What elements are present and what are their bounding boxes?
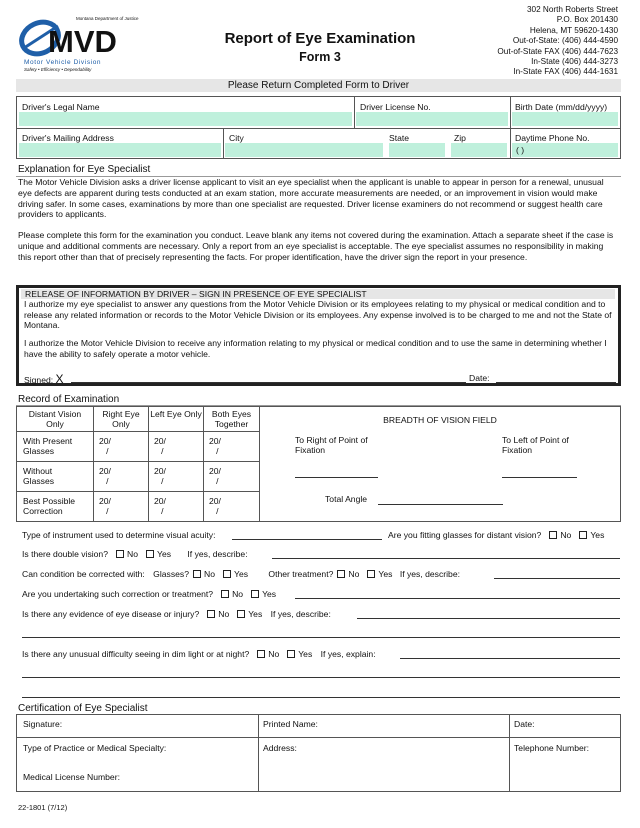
signed-label xyxy=(24,372,64,386)
explanation-para-2: Please complete this form for the examination you conduct. Leave blank any items not covered during the examination. Attach a separate sheet if the case is unique and additional comments are necessary. Only a report from an eye specialist is acceptable. The eye specialist assumes no responsibility in making this report other than that of precisely representing the facts. For proper identification, have the driver sign the report in your presence. xyxy=(18,230,614,262)
address-line: Helena, MT 59620-1430 xyxy=(529,25,618,35)
other-treatment-label: Other treatment? xyxy=(268,569,334,579)
col-header-distant: Distant Vision Only xyxy=(28,409,82,429)
signature-label: Signature: xyxy=(23,719,63,729)
right-of-point-label: To Right of Point of Fixation xyxy=(295,435,368,455)
col-divider xyxy=(510,97,511,159)
evidence-yes-checkbox[interactable] xyxy=(237,610,245,618)
row-divider xyxy=(17,461,259,462)
address-line: P.O. Box 201430 xyxy=(556,15,618,25)
fitting-question xyxy=(388,530,604,540)
no-label: No xyxy=(268,649,280,659)
dim-light-question xyxy=(22,649,376,659)
yes-label: Yes xyxy=(234,569,249,579)
record-heading: Record of Examination xyxy=(18,394,120,405)
acuity-slash: / xyxy=(106,476,109,486)
dim-light-explain-line[interactable] xyxy=(400,658,620,659)
no-label: No xyxy=(204,569,215,579)
row-divider xyxy=(17,737,620,738)
driver-signature-line[interactable] xyxy=(71,382,466,383)
acuity-slash: / xyxy=(106,506,109,516)
row-label-best-correction: Best Possible Correction xyxy=(23,496,76,516)
acuity-cell[interactable] xyxy=(99,436,111,456)
acuity-prefix: 20/ xyxy=(209,466,221,476)
double-vision-label: Is there double vision? xyxy=(22,549,108,559)
col-header-right-eye: Right Eye Only xyxy=(102,409,140,429)
phone-area-code: ( ) xyxy=(516,145,525,155)
printed-name-label: Printed Name: xyxy=(263,719,318,729)
instrument-label: Type of instrument used to determine visual acuity: xyxy=(22,530,216,540)
dim-light-extra-line[interactable] xyxy=(22,677,620,678)
yes-label: Yes xyxy=(157,549,172,559)
mailing-address-label: Driver's Mailing Address xyxy=(22,133,114,143)
license-no-label: Driver License No. xyxy=(360,102,431,112)
birth-date-label: Birth Date (mm/dd/yyyy) xyxy=(515,102,608,112)
acuity-cell[interactable] xyxy=(99,496,111,516)
return-instruction-bar: Please Return Completed Form to Driver xyxy=(16,79,621,92)
dim-light-no-checkbox[interactable] xyxy=(257,650,265,658)
signed-text: Signed: xyxy=(24,375,54,385)
explanation-para-1: The Motor Vehicle Division asks a driver license applicant to visit an eye specialist when the applicant is unable to appear in person for a renewal, unusual eye defects are apparent during tests conducted at an exam station, more accurate measurements are needed, or an improvement in vision would make driving safer. In some cases, examinations by more than one specialist are requested. Driver license examiners do not recommend or suggest health care providers to applicants. xyxy=(18,177,604,220)
correction-question xyxy=(22,569,460,579)
dim-light-label: Is there any unusual difficulty seeing in dim light or at night? xyxy=(22,649,250,659)
form-subtitle: Form 3 xyxy=(299,50,341,64)
no-label: No xyxy=(232,589,244,599)
yes-label: Yes xyxy=(248,609,263,619)
row-divider xyxy=(17,491,259,492)
acuity-cell[interactable] xyxy=(154,436,166,456)
col-divider xyxy=(148,407,149,521)
legal-name-field[interactable] xyxy=(19,112,352,126)
undertaking-yes-checkbox[interactable] xyxy=(251,590,259,598)
fitting-label: Are you fitting glasses for distant vision? xyxy=(388,530,542,540)
practice-type-label: Type of Practice or Medical Specialty: xyxy=(23,743,167,753)
correction-describe-line[interactable] xyxy=(494,578,620,579)
acuity-slash: / xyxy=(161,446,164,456)
treatment-yes-checkbox[interactable] xyxy=(367,570,375,578)
svg-text:Motor Vehicle Division: Motor Vehicle Division xyxy=(24,59,102,66)
legal-name-label: Driver's Legal Name xyxy=(22,102,100,112)
svg-text:MVD: MVD xyxy=(48,24,117,59)
svg-text:Safety • Efficiency • Dependab: Safety • Efficiency • Dependability xyxy=(24,67,92,72)
acuity-prefix: 20/ xyxy=(154,466,166,476)
glasses-label: Glasses? xyxy=(153,569,189,579)
address-line: Out-of-State: (406) 444-4590 xyxy=(512,36,618,46)
acuity-slash: / xyxy=(161,506,164,516)
acuity-slash: / xyxy=(216,446,219,456)
glasses-no-checkbox[interactable] xyxy=(193,570,201,578)
col-divider xyxy=(223,128,224,159)
total-angle-line[interactable] xyxy=(378,504,503,505)
explain-label: If yes, explain: xyxy=(320,649,376,659)
license-number-label: Medical License Number: xyxy=(23,772,120,782)
record-table xyxy=(16,406,621,522)
explanation-heading: Explanation for Eye Specialist xyxy=(18,164,151,175)
instrument-line[interactable] xyxy=(232,539,382,540)
acuity-prefix: 20/ xyxy=(154,496,166,506)
right-of-point-line[interactable] xyxy=(295,477,378,478)
treatment-no-checkbox[interactable] xyxy=(337,570,345,578)
x-mark: X xyxy=(55,372,64,386)
release-date-label: Date: xyxy=(469,373,490,383)
address-line: Out-of-State FAX (406) 444-7623 xyxy=(497,46,618,56)
acuity-prefix: 20/ xyxy=(99,436,111,446)
evidence-extra-line[interactable] xyxy=(22,637,620,638)
acuity-prefix: 20/ xyxy=(209,496,221,506)
evidence-label: Is there any evidence of eye disease or injury? xyxy=(22,609,200,619)
acuity-slash: / xyxy=(216,506,219,516)
double-vision-yes-checkbox[interactable] xyxy=(146,550,154,558)
corrected-label: Can condition be corrected with: xyxy=(22,569,145,579)
form-number: 22-1801 (7/12) xyxy=(18,803,68,812)
daytime-phone-field[interactable] xyxy=(512,143,618,157)
no-label: No xyxy=(348,569,360,579)
telephone-label: Telephone Number: xyxy=(514,743,590,753)
state-field[interactable] xyxy=(389,143,445,157)
license-no-field[interactable] xyxy=(356,112,508,126)
yes-label: Yes xyxy=(378,569,393,579)
acuity-prefix: 20/ xyxy=(209,436,221,446)
svg-text:Montana Department of Justice: Montana Department of Justice xyxy=(76,16,139,21)
dim-light-extra-line[interactable] xyxy=(22,697,620,698)
no-label: No xyxy=(560,530,572,540)
col-divider xyxy=(258,715,259,791)
col-header-left-eye: Left Eye Only xyxy=(150,409,202,419)
zip-label: Zip xyxy=(454,133,466,143)
acuity-cell[interactable] xyxy=(209,436,221,456)
mailing-address-field[interactable] xyxy=(19,143,221,157)
cert-address-label: Address: xyxy=(263,743,297,753)
glasses-yes-checkbox[interactable] xyxy=(223,570,231,578)
acuity-cell[interactable] xyxy=(209,496,221,516)
row-label-present-glasses: With Present Glasses xyxy=(23,436,73,456)
evidence-no-checkbox[interactable] xyxy=(207,610,215,618)
release-date-line[interactable] xyxy=(496,382,616,383)
acuity-slash: / xyxy=(161,476,164,486)
acuity-prefix: 20/ xyxy=(99,496,111,506)
describe-label: If yes, describe: xyxy=(187,549,248,559)
acuity-cell[interactable] xyxy=(154,496,166,516)
cert-date-label: Date: xyxy=(514,719,535,729)
instrument-question xyxy=(22,530,215,540)
describe-label: If yes, describe: xyxy=(399,569,460,579)
certification-table xyxy=(16,714,621,792)
release-para-1: I authorize my eye specialist to answer any questions from the Motor Vehicle Division or its employees relating to my physical or medical condition and to release any related information or records to the Motor Vehicle Division or its employees. Any expense involved is to be charged to me and not the State of Montana. xyxy=(24,299,612,331)
evidence-question xyxy=(22,609,331,619)
undertaking-line[interactable] xyxy=(295,598,620,599)
state-label: State xyxy=(389,133,410,143)
total-angle-label: Total Angle xyxy=(325,494,368,504)
address-line: In-State FAX (406) 444-1631 xyxy=(513,67,618,77)
col-divider xyxy=(203,407,204,521)
form-title: Report of Eye Examination xyxy=(224,30,416,47)
row-divider xyxy=(17,431,259,432)
left-of-point-line[interactable] xyxy=(502,477,577,478)
release-box xyxy=(16,285,621,386)
agency-address xyxy=(497,5,618,78)
release-para-2: I authorize the Motor Vehicle Division to receive any information relating to my physical or medical condition and to use the same in determining whether I have the ability to safely operate a motor vehicle. xyxy=(24,338,607,359)
undertaking-question xyxy=(22,589,276,599)
row-label-without-glasses: Without Glasses xyxy=(23,466,55,486)
dim-light-yes-checkbox[interactable] xyxy=(287,650,295,658)
double-vision-no-checkbox[interactable] xyxy=(116,550,124,558)
acuity-slash: / xyxy=(106,446,109,456)
double-vision-question xyxy=(22,549,248,559)
no-label: No xyxy=(127,549,138,559)
acuity-cell[interactable] xyxy=(154,466,166,486)
col-header-both-eyes: Both Eyes Together xyxy=(211,409,252,429)
describe-label: If yes, describe: xyxy=(270,609,331,619)
address-line: In-State (406) 444-3273 xyxy=(531,57,618,67)
birth-date-field[interactable] xyxy=(512,112,618,126)
acuity-prefix: 20/ xyxy=(154,436,166,446)
release-heading: RELEASE OF INFORMATION BY DRIVER – SIGN IN PRESENCE OF EYE SPECIALIST xyxy=(21,289,615,299)
city-field[interactable] xyxy=(225,143,383,157)
acuity-cell[interactable] xyxy=(209,466,221,486)
fitting-yes-checkbox[interactable] xyxy=(579,531,587,539)
undertaking-no-checkbox[interactable] xyxy=(221,590,229,598)
fitting-no-checkbox[interactable] xyxy=(549,531,557,539)
certification-heading: Certification of Eye Specialist xyxy=(18,703,148,714)
evidence-describe-line[interactable] xyxy=(357,618,620,619)
yes-label: Yes xyxy=(298,649,313,659)
double-vision-describe-line[interactable] xyxy=(272,558,620,559)
driver-info-table xyxy=(16,96,621,159)
no-label: No xyxy=(218,609,230,619)
address-line: 302 North Roberts Street xyxy=(526,5,618,14)
row-divider xyxy=(17,128,620,129)
left-of-point-label: To Left of Point of Fixation xyxy=(502,435,569,455)
acuity-slash: / xyxy=(216,476,219,486)
zip-field[interactable] xyxy=(451,143,507,157)
col-divider xyxy=(354,97,355,128)
yes-label: Yes xyxy=(590,530,605,540)
yes-label: Yes xyxy=(262,589,277,599)
col-divider xyxy=(509,715,510,791)
acuity-cell[interactable] xyxy=(99,466,111,486)
mvd-logo xyxy=(18,12,146,74)
breadth-title: BREADTH OF VISION FIELD xyxy=(383,415,497,425)
col-divider xyxy=(93,407,94,521)
daytime-phone-label: Daytime Phone No. xyxy=(515,133,590,143)
acuity-prefix: 20/ xyxy=(99,466,111,476)
undertaking-label: Are you undertaking such correction or treatment? xyxy=(22,589,214,599)
city-label: City xyxy=(229,133,244,143)
